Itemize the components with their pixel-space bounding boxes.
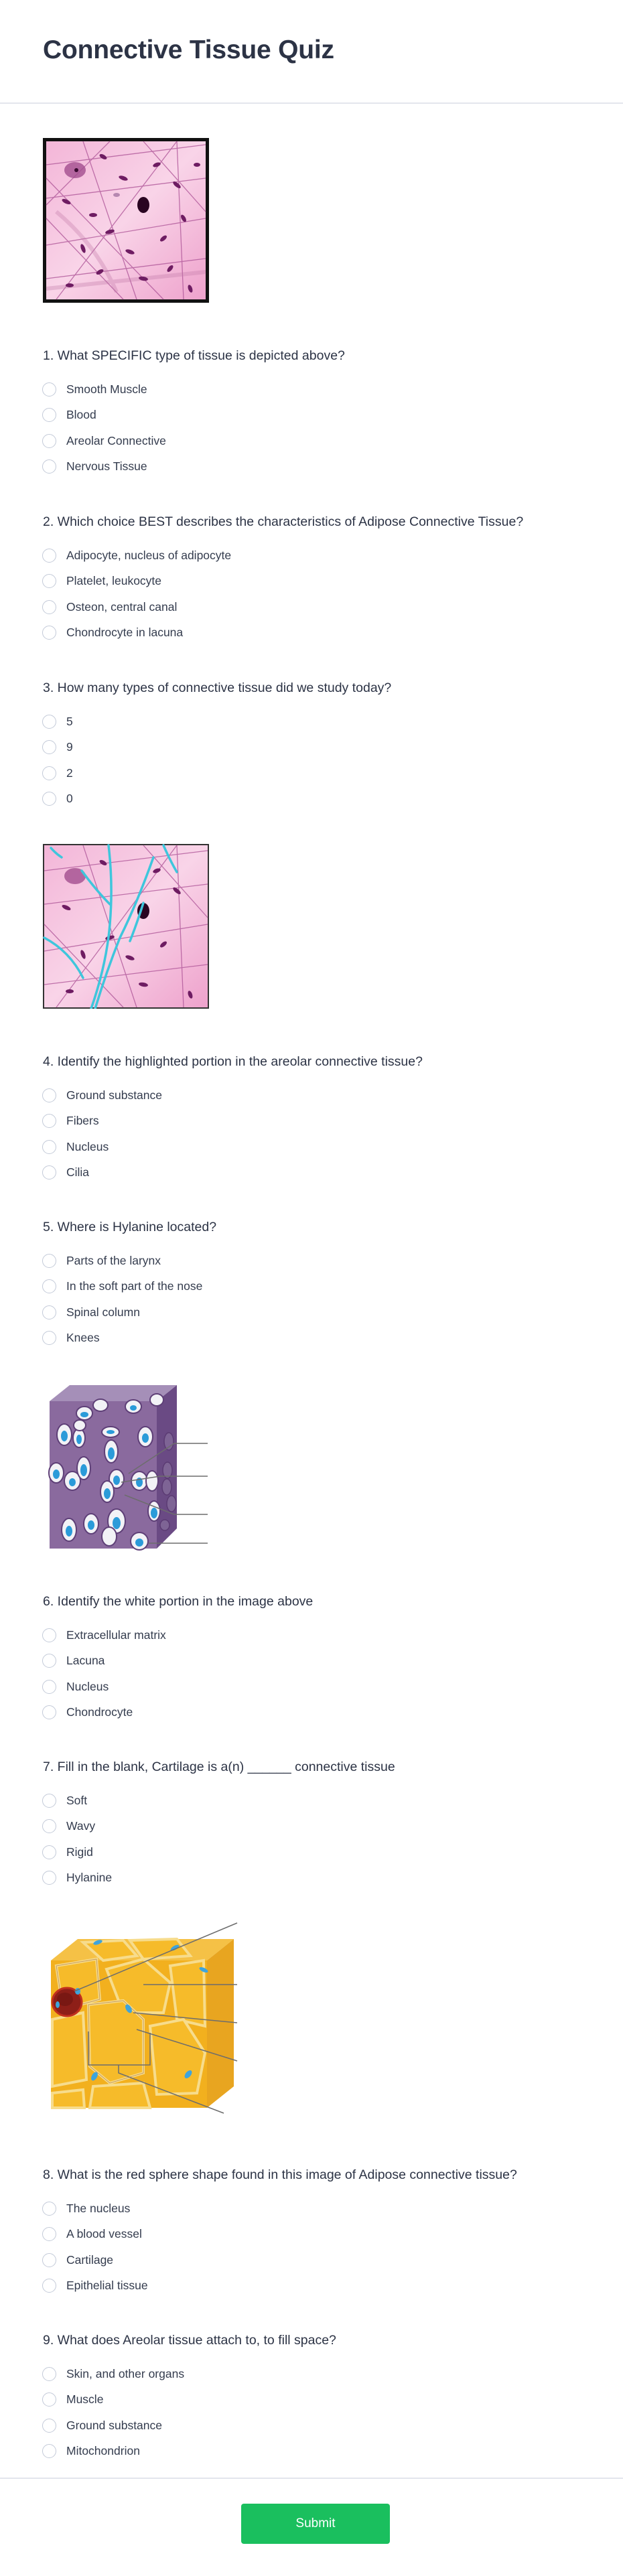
option[interactable] [43,2413,592,2439]
option-label: Nucleus [66,1679,109,1693]
question-label: 4. Identify the highlighted portion in the areolar connective tissue? [43,1054,423,1069]
radio-button[interactable] [42,600,56,614]
radio-button[interactable] [42,459,56,474]
option-label: Chondrocyte in lacuna [66,626,184,640]
option[interactable] [43,1622,592,1648]
option[interactable] [43,403,592,429]
option[interactable] [43,1814,592,1840]
question-1 [43,348,592,480]
option[interactable] [43,1274,592,1300]
option-label: In the soft part of the nose [66,1279,203,1293]
question-label: 8. What is the red sphere shape found in this image of Adipose connective tissue? [43,2167,517,2182]
option[interactable] [43,620,592,646]
option[interactable] [43,735,592,761]
option-label: The nucleus [66,2201,131,2215]
radio-button[interactable] [42,2279,56,2293]
question-2 [43,514,592,646]
areolar-highlighted-image [43,844,209,1009]
option-label: Muscle [66,2392,104,2407]
question-9 [43,2332,592,2464]
option[interactable] [43,786,592,812]
options-group [43,2196,592,2299]
radio-button[interactable] [42,1331,56,1345]
option[interactable] [43,376,592,403]
radio-button[interactable] [42,1794,56,1808]
radio-button[interactable] [42,1628,56,1642]
option-label: Parts of the larynx [66,1253,161,1267]
option[interactable] [43,1674,592,1700]
areolar-micrograph-image [43,138,209,303]
radio-button[interactable] [42,1871,56,1885]
form-title: Connective Tissue Quiz [43,35,334,64]
radio-button[interactable] [42,740,56,754]
radio-button[interactable] [42,1254,56,1268]
option[interactable] [43,1648,592,1674]
options-group [43,1248,592,1351]
question-8 [43,2167,592,2299]
option[interactable] [43,1134,592,1160]
option[interactable] [43,428,592,454]
radio-button[interactable] [42,2253,56,2267]
option-label: 5 [66,714,73,728]
option[interactable] [43,1299,592,1326]
radio-button[interactable] [42,549,56,563]
option-label: Lacuna [66,1654,105,1668]
radio-button[interactable] [42,715,56,729]
options-group [43,376,592,480]
radio-button[interactable] [42,1680,56,1694]
option-label: Cilia [66,1165,90,1179]
option-label: Nervous Tissue [66,459,147,474]
option[interactable] [43,594,592,620]
question-7 [43,1759,592,1891]
question-5 [43,1219,592,1351]
option[interactable] [43,709,592,735]
option-label: Mitochondrion [66,2444,140,2458]
option[interactable] [43,454,592,480]
question-label: 3. How many types of connective tissue did we study today? [43,681,392,695]
question-3 [43,680,592,812]
option-label: Rigid [66,1845,93,1859]
option-label: Cartilage [66,2252,114,2267]
option-label: Epithelial tissue [66,2279,148,2293]
option-label: Platelet, leukocyte [66,574,162,588]
option-label: Fibers [66,1114,99,1128]
option-label: A blood vessel [66,2227,142,2241]
question-label: 1. What SPECIFIC type of tissue is depicted above? [43,348,345,363]
question-label: 7. Fill in the blank, Cartilage is a(n) ______ connective tissue [43,1760,395,1774]
radio-button[interactable] [42,1819,56,1833]
option-label: Skin, and other organs [66,2366,185,2380]
options-group [43,1082,592,1186]
option-label: 2 [66,766,73,780]
option-label: 0 [66,792,73,806]
option[interactable] [43,2196,592,2222]
radio-button[interactable] [42,574,56,588]
option[interactable] [43,1160,592,1186]
option[interactable] [43,543,592,569]
option[interactable] [43,1788,592,1814]
option[interactable] [43,1700,592,1726]
option[interactable] [43,760,592,786]
question-6 [43,1593,592,1725]
option[interactable] [43,2439,592,2465]
option[interactable] [43,1108,592,1135]
option[interactable] [43,569,592,595]
submit-button[interactable]: Submit [241,2504,390,2544]
options-group [43,543,592,646]
option[interactable] [43,2387,592,2413]
option-label: Chondrocyte [66,1705,133,1719]
option[interactable] [43,2361,592,2387]
radio-button[interactable] [42,408,56,422]
option-label: Wavy [66,1819,96,1833]
option-label: Ground substance [66,1088,163,1102]
radio-button[interactable] [42,1088,56,1102]
option-label: Blood [66,408,96,422]
radio-button[interactable] [42,766,56,780]
question-4 [43,1054,592,1186]
radio-button[interactable] [42,2444,56,2458]
option-label: Adipocyte, nucleus of adipocyte [66,548,232,562]
radio-button[interactable] [42,1705,56,1719]
option-label: Knees [66,1331,100,1345]
question-label: 6. Identify the white portion in the image above [43,1594,314,1609]
radio-button[interactable] [42,382,56,397]
options-group [43,709,592,812]
adipose-diagram-image [43,1919,244,2127]
radio-button[interactable] [42,1279,56,1293]
radio-button[interactable] [42,1654,56,1668]
radio-button[interactable] [42,2227,56,2241]
radio-button[interactable] [42,2367,56,2381]
radio-button[interactable] [42,2419,56,2433]
radio-button[interactable] [42,792,56,806]
option[interactable] [43,1326,592,1352]
form-footer [0,2478,623,2576]
cartilage-diagram-image [43,1380,210,1554]
radio-button[interactable] [42,2202,56,2216]
option-label: Extracellular matrix [66,1628,166,1642]
options-group [43,2361,592,2464]
option[interactable] [43,1248,592,1274]
option-label: Osteon, central canal [66,599,178,614]
option-label: Smooth Muscle [66,382,147,396]
question-label: 5. Where is Hylanine located? [43,1220,217,1234]
radio-button[interactable] [42,434,56,448]
option-label: Nucleus [66,1139,109,1153]
radio-button[interactable] [42,1305,56,1319]
option-label: Hylanine [66,1871,113,1885]
question-label: 2. Which choice BEST describes the characteristics of Adipose Connective Tissue? [43,514,524,529]
option-label: Spinal column [66,1305,140,1319]
radio-button[interactable] [42,2392,56,2407]
options-group [43,1622,592,1725]
option[interactable] [43,2273,592,2299]
radio-button[interactable] [42,1845,56,1859]
option-label: Ground substance [66,2418,163,2432]
options-group [43,1788,592,1891]
option-label: Soft [66,1793,88,1807]
option[interactable] [43,2222,592,2248]
form-header [0,0,623,104]
radio-button[interactable] [42,1114,56,1128]
radio-button[interactable] [42,1140,56,1154]
question-label: 9. What does Areolar tissue attach to, to fill space? [43,2333,336,2348]
option[interactable] [43,2247,592,2273]
option-label: Areolar Connective [66,433,166,447]
option[interactable] [43,1839,592,1865]
option-label: 9 [66,740,73,754]
radio-button[interactable] [42,1165,56,1179]
radio-button[interactable] [42,626,56,640]
option[interactable] [43,1865,592,1891]
option[interactable] [43,1082,592,1108]
